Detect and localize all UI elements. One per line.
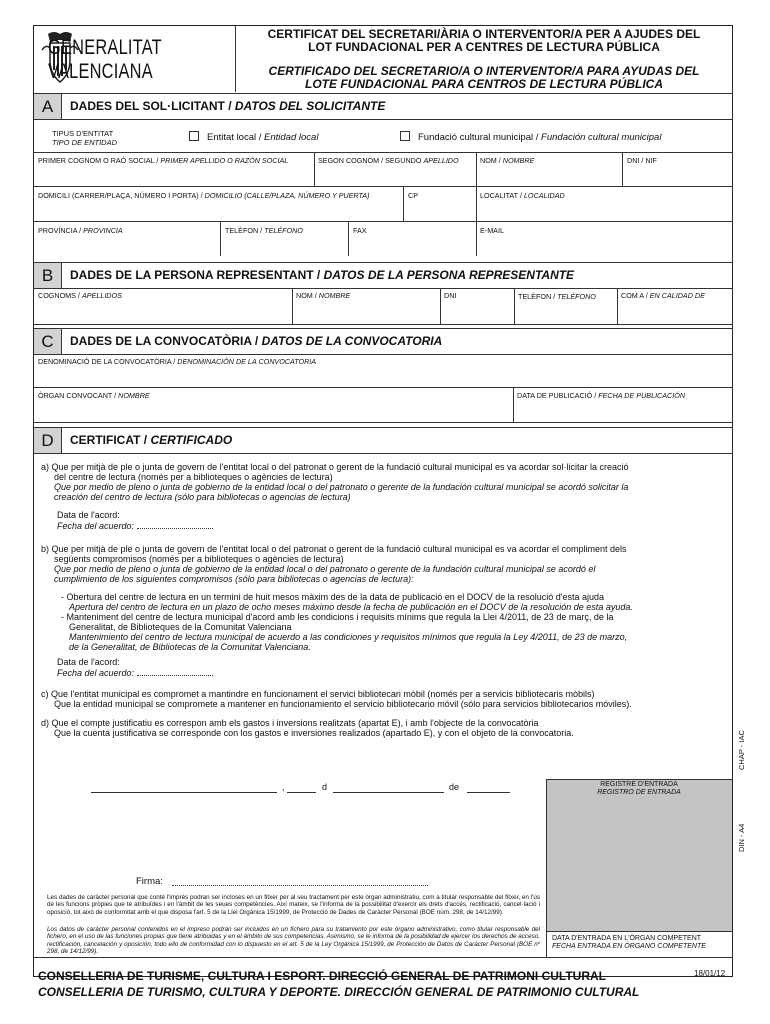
day-input[interactable] — [287, 792, 316, 793]
provincia-field[interactable]: PROVÍNCIA / PROVINCIA — [38, 226, 123, 235]
title-cat-line2: LOT FUNDACIONAL PER A CENTRES DE LECTURA PÚBLICA — [308, 40, 660, 54]
representant-telefon-field[interactable]: TELÈFON / TELÉFONO — [518, 292, 596, 301]
section-d-title: CERTIFICAT / CERTIFICADO — [70, 433, 233, 447]
clause-b-date-label: Data de l'acord: Fecha del acuerdo: — [57, 657, 213, 678]
fundacio-checkbox[interactable] — [400, 131, 410, 141]
tipus-entitat-label: TIPUS D'ENTITAT — [52, 129, 114, 138]
date-comma: , — [282, 782, 285, 792]
privacy-notice-es: Los datos de carácter personal contenidos en el impreso podrán ser incluidos en un fichero para su tratamiento por este órgano administrativo, como titular responsable del fichero, en el uso de las funciones propias que tiene atribuidas y en el ámbito de sus competencias. Asimismo, se le informa de la posibilidad de ejercer los derechos de acceso, rectificación, cancelación y oposición, todo ello de conformidad con lo dispuesto en el art. 5 de la Ley Orgánica 15/1999, de Protección de Datos de Carácter Personal (BOE nº 298, de 14/12/99). — [47, 926, 540, 956]
localitat-field[interactable]: LOCALITAT / LOCALIDAD — [480, 191, 565, 200]
cp-field[interactable]: CP — [408, 191, 418, 200]
registry-label-cat: REGISTRE D'ENTRADA — [600, 781, 678, 788]
logo-text-line1: GENERALITAT — [48, 36, 162, 59]
logo-text-line2: VALENCIANA — [48, 60, 153, 83]
side-code-chap: CHAP - IAC — [737, 730, 746, 770]
section-a-letter: A — [34, 94, 62, 119]
data-entrada-label-cat: DATA D'ENTRADA EN L'ÒRGAN COMPETENT — [552, 935, 702, 942]
clause-c: c) Que l'entitat municipal es compromet a mantindre en funcionament el servici bibliotecari mòbil (només per a servicis bibliotecaris mòbils) Que la entidad municipal se compromete a mantener en funcionamiento el servicio bibliotecario móvil (sólo para servicios bibliotecarios móviles). — [41, 689, 632, 709]
email-field[interactable]: E-MAIL — [480, 226, 504, 235]
entitat-local-option: Entitat local / Entidad local — [207, 132, 319, 143]
section-b-title: DADES DE LA PERSONA REPRESENTANT / DATOS DE LA PERSONA REPRESENTANTE — [70, 268, 575, 282]
month-input[interactable] — [333, 792, 444, 793]
date-d-label: d — [322, 782, 328, 792]
title-spanish — [240, 65, 728, 91]
signature-input[interactable] — [172, 885, 428, 886]
clause-a-date-label: Data de l'acord: Fecha del acuerdo: — [57, 510, 213, 531]
section-b-letter: B — [34, 263, 62, 288]
registry-label-es: REGISTRO DE ENTRADA — [597, 789, 681, 796]
firma-label: Firma: — [136, 876, 163, 887]
privacy-notice-cat: Les dades de caràcter personal que conté l'imprés podran ser incloses en un fitxer per al seu tractament per este òrgan administratiu, com a titular responsable del fitxer, en l'ús de les funcions pròpies que té atribuïdes i en l'àmbit de les seues competències. Així mateix, se l'informa de la possibilitat d'exercir els drets d'accés, rectificació, cancel·lació i oposició, tot això de conformitat amb el que disposa l'art. 5 de la Llei Orgànica 15/1999, de Protecció de Dades de Caràcter Personal (BOE núm. 298, de 14/12/99). — [47, 894, 540, 916]
title-cat-line1: CERTIFICAT DEL SECRETARI/ÀRIA O INTERVENTOR/A PER A AJUDES DEL — [267, 27, 701, 41]
year-input[interactable] — [467, 792, 510, 793]
com-a-field[interactable]: COM A / EN CALIDAD DE — [621, 291, 705, 300]
telefon-field[interactable]: TELÈFON / TELÉFONO — [225, 226, 303, 235]
organ-convocant-field[interactable]: ÒRGAN CONVOCANT / NOMBRE — [38, 391, 150, 400]
tipo-entidad-label: TIPO DE ENTIDAD — [52, 138, 118, 147]
title-es-line1: CERTIFICADO DEL SECRETARIO/A O INTERVENTOR/A PARA AYUDAS DEL — [268, 64, 700, 78]
clause-a-date-input[interactable] — [137, 520, 213, 529]
section-d-letter: D — [34, 428, 62, 453]
fax-field[interactable]: FAX — [353, 226, 367, 235]
section-c-letter: C — [34, 329, 62, 354]
representant-nom-field[interactable]: NOM / NOMBRE — [296, 291, 351, 300]
nom-field[interactable]: NOM / NOMBRE — [480, 156, 535, 165]
registry-box — [546, 779, 732, 931]
data-publicacio-field[interactable]: DATA DE PUBLICACIÓ / FECHA DE PUBLICACIÓN — [517, 391, 686, 400]
date-de-label: de — [449, 782, 460, 792]
section-a-title: DADES DEL SOL·LICITANT / DATOS DEL SOLICITANTE — [70, 99, 386, 113]
footer-cat: CONSELLERIA DE TURISME, CULTURA I ESPORT. DIRECCIÓ GENERAL DE PATRIMONI CULTURAL — [38, 969, 607, 983]
domicili-field[interactable]: DOMICILI (CARRER/PLAÇA, NÚMERO I PORTA) / DOMICILIO (CALLE/PLAZA, NÚMERO Y PUERTA) — [38, 191, 370, 200]
section-c-title: DADES DE LA CONVOCATÒRIA / DATOS DE LA CONVOCATORIA — [70, 334, 443, 348]
title-catalan — [240, 28, 728, 54]
clause-b: b) Que per mitjà de ple o junta de govern de l'entitat local o del patronat o gerent de la fundació cultural municipal es va acordar el compliment dels següents compromisos (només per a biblioteques o agències de lectura) Que por medio de pleno o junta de gobierno de la entidad local o del patronato o gerente de la fundación cultural municipal se acordó el cumplimiento de los siguientes compromisos (sólo para bibliotecas o agencias de lectura): — [41, 544, 627, 584]
denominacio-field[interactable]: DENOMINACIÓ DE LA CONVOCATÒRIA / DENOMINACIÓN DE LA CONVOCATORIA — [38, 357, 317, 366]
form-version-code: 18/01/12 — [694, 969, 726, 978]
representant-dni-field[interactable]: DNI — [444, 291, 457, 300]
primer-cognom-field[interactable]: PRIMER COGNOM O RAÓ SOCIAL / PRIMER APELLIDO O RAZÓN SOCIAL — [38, 156, 289, 165]
footer-es: CONSELLERIA DE TURISMO, CULTURA Y DEPORTE. DIRECCIÓN GENERAL DE PATRIMONIO CULTURAL — [38, 985, 640, 999]
data-entrada-label-es: FECHA ENTRADA EN ÓRGANO COMPETENTE — [552, 943, 706, 950]
dni-nif-field[interactable]: DNI / NIF — [627, 156, 657, 165]
fundacio-option: Fundació cultural municipal / Fundación cultural municipal — [418, 132, 662, 143]
place-input[interactable] — [91, 792, 277, 793]
clause-d: d) Que el compte justificatiu es correspon amb els gastos i inversions realitzats (apartat E), i amb l'objecte de la convocatòria Que la cuenta justificativa se corresponde con los gastos e inversiones realizados (apartado E), y con el objeto de la convocatoria. — [41, 718, 574, 738]
side-code-din: DIN - A4 — [737, 823, 746, 852]
cognoms-field[interactable]: COGNOMS / APELLIDOS — [38, 291, 122, 300]
title-es-line2: LOTE FUNDACIONAL PARA CENTROS DE LECTURA PÚBLICA — [305, 77, 663, 91]
entitat-local-checkbox[interactable] — [189, 131, 199, 141]
segon-cognom-field[interactable]: SEGON COGNOM / SEGUNDO APELLIDO — [318, 156, 459, 165]
clause-a: a) Que per mitjà de ple o junta de govern de l'entitat local o del patronat o gerent de la fundació cultural municipal es va acordar sol·licitar la creació del centre de lectura (només per a biblioteques o agències de lectura) Que por medio de pleno o junta de gobierno de la entidad local o del patronato o gerente de la fundación cultural municipal se acordó solicitar la creación del centro de lectura (sólo para bibliotecas o agencias de lectura) — [41, 462, 629, 502]
clause-b-date-input[interactable] — [137, 667, 213, 676]
clause-b-commitments: - Obertura del centre de lectura en un termini de huit mesos màxim des de la data de publicació en el DOCV de la resolució d'esta ajuda Apertura del centro de lectura en un plazo de ocho meses máximo desde la fecha de publicación en el DOCV de la resolución de esta ayuda. - Manteniment del centre de lectura municipal d'acord amb les condicions i requisits mínims que regula la Llei 4/2011, de 23 de març, de la Generalitat, de Biblioteques de la Comunitat Valenciana Mantenimiento del centro de lectura municipal de acuerdo a las condiciones y requisitos mínimos que regula la Ley 4/2011, de 23 de marzo, de la Generalitat, de Bibliotecas de la Comunitat Valenciana. — [61, 592, 633, 652]
